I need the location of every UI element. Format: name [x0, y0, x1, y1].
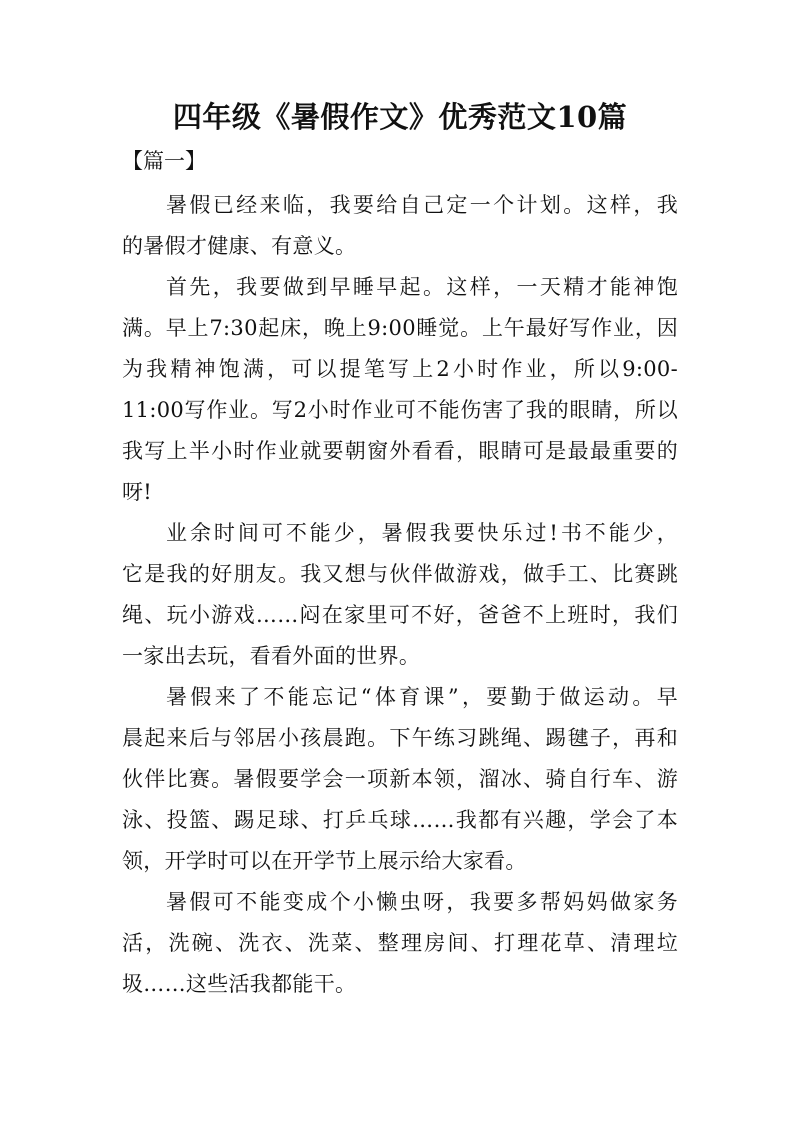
paragraph-line: 它是我的好朋友。我又想与伙伴做游戏，做手工、比赛跳	[122, 562, 678, 586]
paragraph-line: 首先，我要做到早睡早起。这样，一天精才能神饱	[166, 275, 678, 299]
paragraph-line: 的暑假才健康、有意义。	[122, 234, 357, 258]
paragraph-line: 我写上半小时作业就要朝窗外看看，眼睛可是最最重要的	[122, 439, 678, 463]
paragraph-line: 圾……这些活我都能干。	[122, 972, 357, 996]
paragraph-line: 一家出去玩，看看外面的世界。	[122, 644, 421, 668]
paragraph-line: 绳、玩小游戏……闷在家里可不好，爸爸不上班时，我们	[122, 603, 678, 627]
paragraph-line: 11:00写作业。写2小时作业可不能伤害了我的眼睛，所以	[122, 398, 678, 422]
section-label: 【篇一】	[122, 149, 206, 173]
paragraph-line: 泳、投篮、踢足球、打乒乓球……我都有兴趣，学会了本	[122, 808, 678, 832]
paragraph-line: 暑假来了不能忘记“体育课”，要勤于做运动。早	[166, 685, 678, 709]
paragraph-line: 为我精神饱满，可以提笔写上2小时作业，所以9:00-	[122, 357, 678, 381]
paragraph-line: 暑假已经来临，我要给自己定一个计划。这样，我	[166, 193, 678, 217]
paragraph-line: 业余时间可不能少，暑假我要快乐过!书不能少，	[166, 521, 678, 545]
paragraph-line: 伙伴比赛。暑假要学会一项新本领，溜冰、骑自行车、游	[122, 767, 678, 791]
paragraph-line: 活，洗碗、洗衣、洗菜、整理房间、打理花草、清理垃	[122, 931, 678, 955]
paragraph-line: 呀!	[122, 480, 153, 504]
paragraph-line: 满。早上7:30起床，晚上9:00睡觉。上午最好写作业，因	[122, 316, 678, 340]
paragraph-line: 领，开学时可以在开学节上展示给大家看。	[122, 849, 527, 873]
paragraph-line: 暑假可不能变成个小懒虫呀，我要多帮妈妈做家务	[166, 890, 678, 914]
paragraph-line: 晨起来后与邻居小孩晨跑。下午练习跳绳、踢毽子，再和	[122, 726, 678, 750]
document-title: 四年级《暑假作文》优秀范文10篇	[172, 100, 628, 134]
